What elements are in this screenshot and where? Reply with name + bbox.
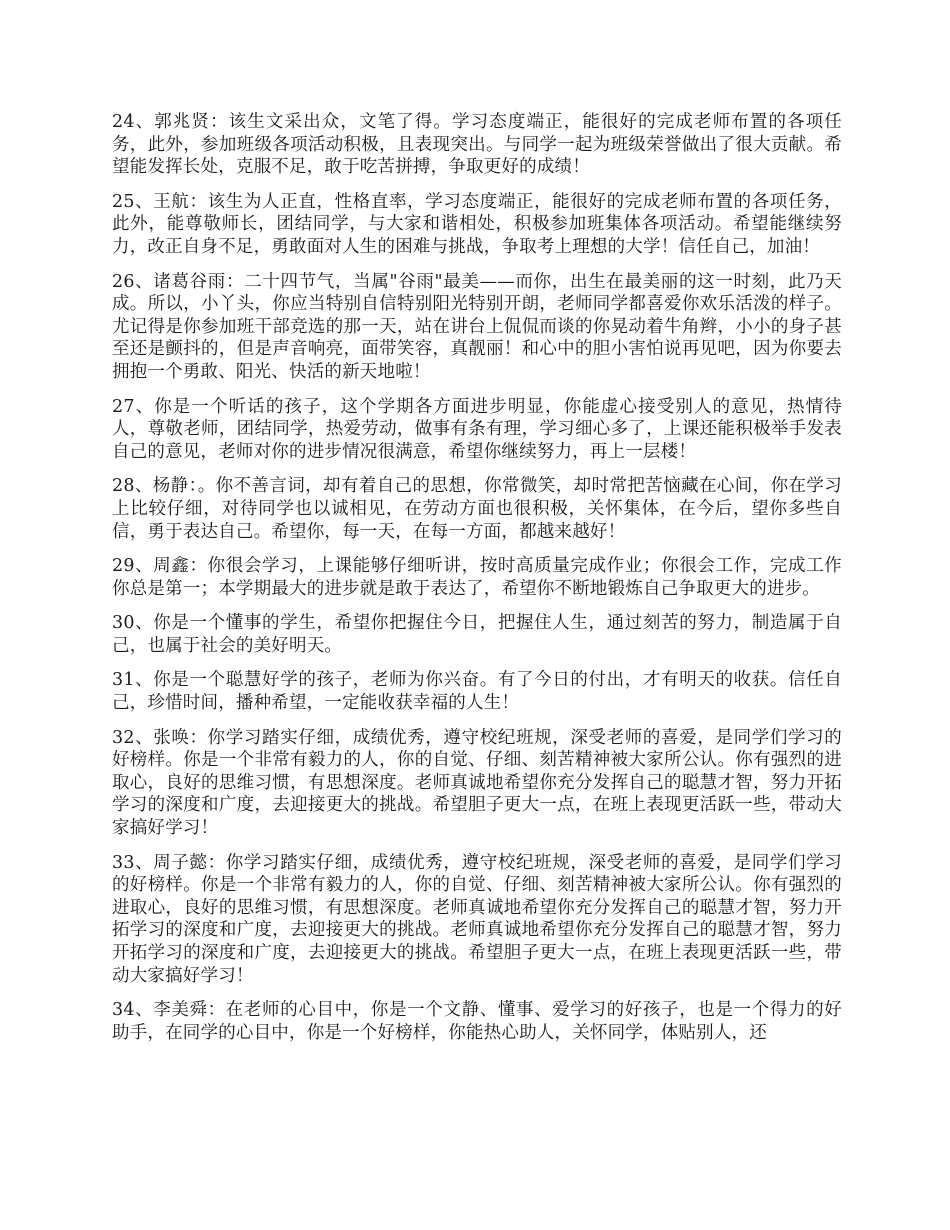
comment-paragraph-33: 33、周子懿：你学习踏实仔细，成绩优秀，遵守校纪班规，深受老师的喜爱，是同学们学习的好榜样。你是一个非常有毅力的人，你的自觉、仔细、刻苦精神被大家所公认。你有强烈的进取心，良好的思维习惯，有思想深度。老师真诚地希望你充分发挥自己的聪慧才智，努力开拓学习的深度和广度，去迎接更大的挑战。老师真诚地希望你充分发挥自己的聪慧才智，努力开拓学习的深度和广度，去迎接更大的挑战。希望胆子更大一点，在班上表现更活跃一些，带动大家搞好学习！ [112,852,842,986]
comment-paragraph-26: 26、诸葛谷雨：二十四节气，当属"谷雨"最美——而你，出生在最美丽的这一时刻，此乃天成。所以，小丫头，你应当特别自信特别阳光特别开朗，老师同学都喜爱你欢乐活泼的样子。尤记得是你参加班干部竞选的那一天，站在讲台上侃侃而谈的你晃动着牛角辫，小小的身子甚至还是颤抖的，但是声音响亮，面带笑容，真靓丽！和心中的胆小害怕说再见吧，因为你要去拥抱一个勇敢、阳光、快活的新天地啦！ [112,271,842,382]
comment-paragraph-27: 27、你是一个听话的孩子，这个学期各方面进步明显，你能虚心接受别人的意见，热情待人，尊敬老师，团结同学，热爱劳动，做事有条有理，学习细心多了，上课还能积极举手发表自己的意见，老师对你的进步情况很满意，希望你继续努力，再上一层楼！ [112,396,842,462]
comment-paragraph-30: 30、你是一个懂事的学生，希望你把握住今日，把握住人生，通过刻苦的努力，制造属于自己，也属于社会的美好明天。 [112,613,842,656]
document-page [112,111,842,1056]
comment-paragraph-28: 28、杨静：。你不善言词，却有着自己的思想，你常微笑，却时常把苦恼藏在心间，你在学习上比较仔细，对待同学也以诚相见，在劳动方面也很积极，关怀集体，在今后，望你多些自信，勇于表达自己。希望你，每一天，在每一方面，都越来越好！ [112,476,842,542]
comment-paragraph-32: 32、张唤：你学习踏实仔细，成绩优秀，遵守校纪班规，深受老师的喜爱，是同学们学习的好榜样。你是一个非常有毅力的人，你的自觉、仔细、刻苦精神被大家所公认。你有强烈的进取心，良好的思维习惯，有思想深度。老师真诚地希望你充分发挥自己的聪慧才智，努力开拓学习的深度和广度，去迎接更大的挑战。希望胆子更大一点，在班上表现更活跃一些，带动大家搞好学习！ [112,727,842,839]
comment-paragraph-34: 34、李美舜：在老师的心目中，你是一个文静、懂事、爱学习的好孩子，也是一个得力的好助手，在同学的心目中，你是一个好榜样，你能热心助人，关怀同学，体贴别人，还 [112,1000,842,1043]
comment-paragraph-29: 29、周鑫：你很会学习，上课能够仔细听讲，按时高质量完成作业；你很会工作，完成工作你总是第一；本学期最大的进步就是敢于表达了，希望你不断地锻炼自己争取更大的进步。 [112,556,842,599]
comment-paragraph-31: 31、你是一个聪慧好学的孩子，老师为你兴奋。有了今日的付出，才有明天的收获。信任自己，珍惜时间，播种希望，一定能收获幸福的人生！ [112,670,842,714]
comment-paragraph-25: 25、王航：该生为人正直，性格直率，学习态度端正，能很好的完成老师布置的各项任务，此外，能尊敬师长，团结同学，与大家和谐相处，积极参加班集体各项活动。希望能继续努力，改正自身不足，勇敢面对人生的困难与挑战，争取考上理想的大学！信任自己，加油！ [112,191,842,257]
comment-paragraph-24: 24、郭兆贤：该生文采出众，文笔了得。学习态度端正，能很好的完成老师布置的各项任务，此外，参加班级各项活动积极，且表现突出。与同学一起为班级荣誉做出了很大贡献。希望能发挥长处，克服不足，敢于吃苦拼搏，争取更好的成绩！ [112,112,842,178]
